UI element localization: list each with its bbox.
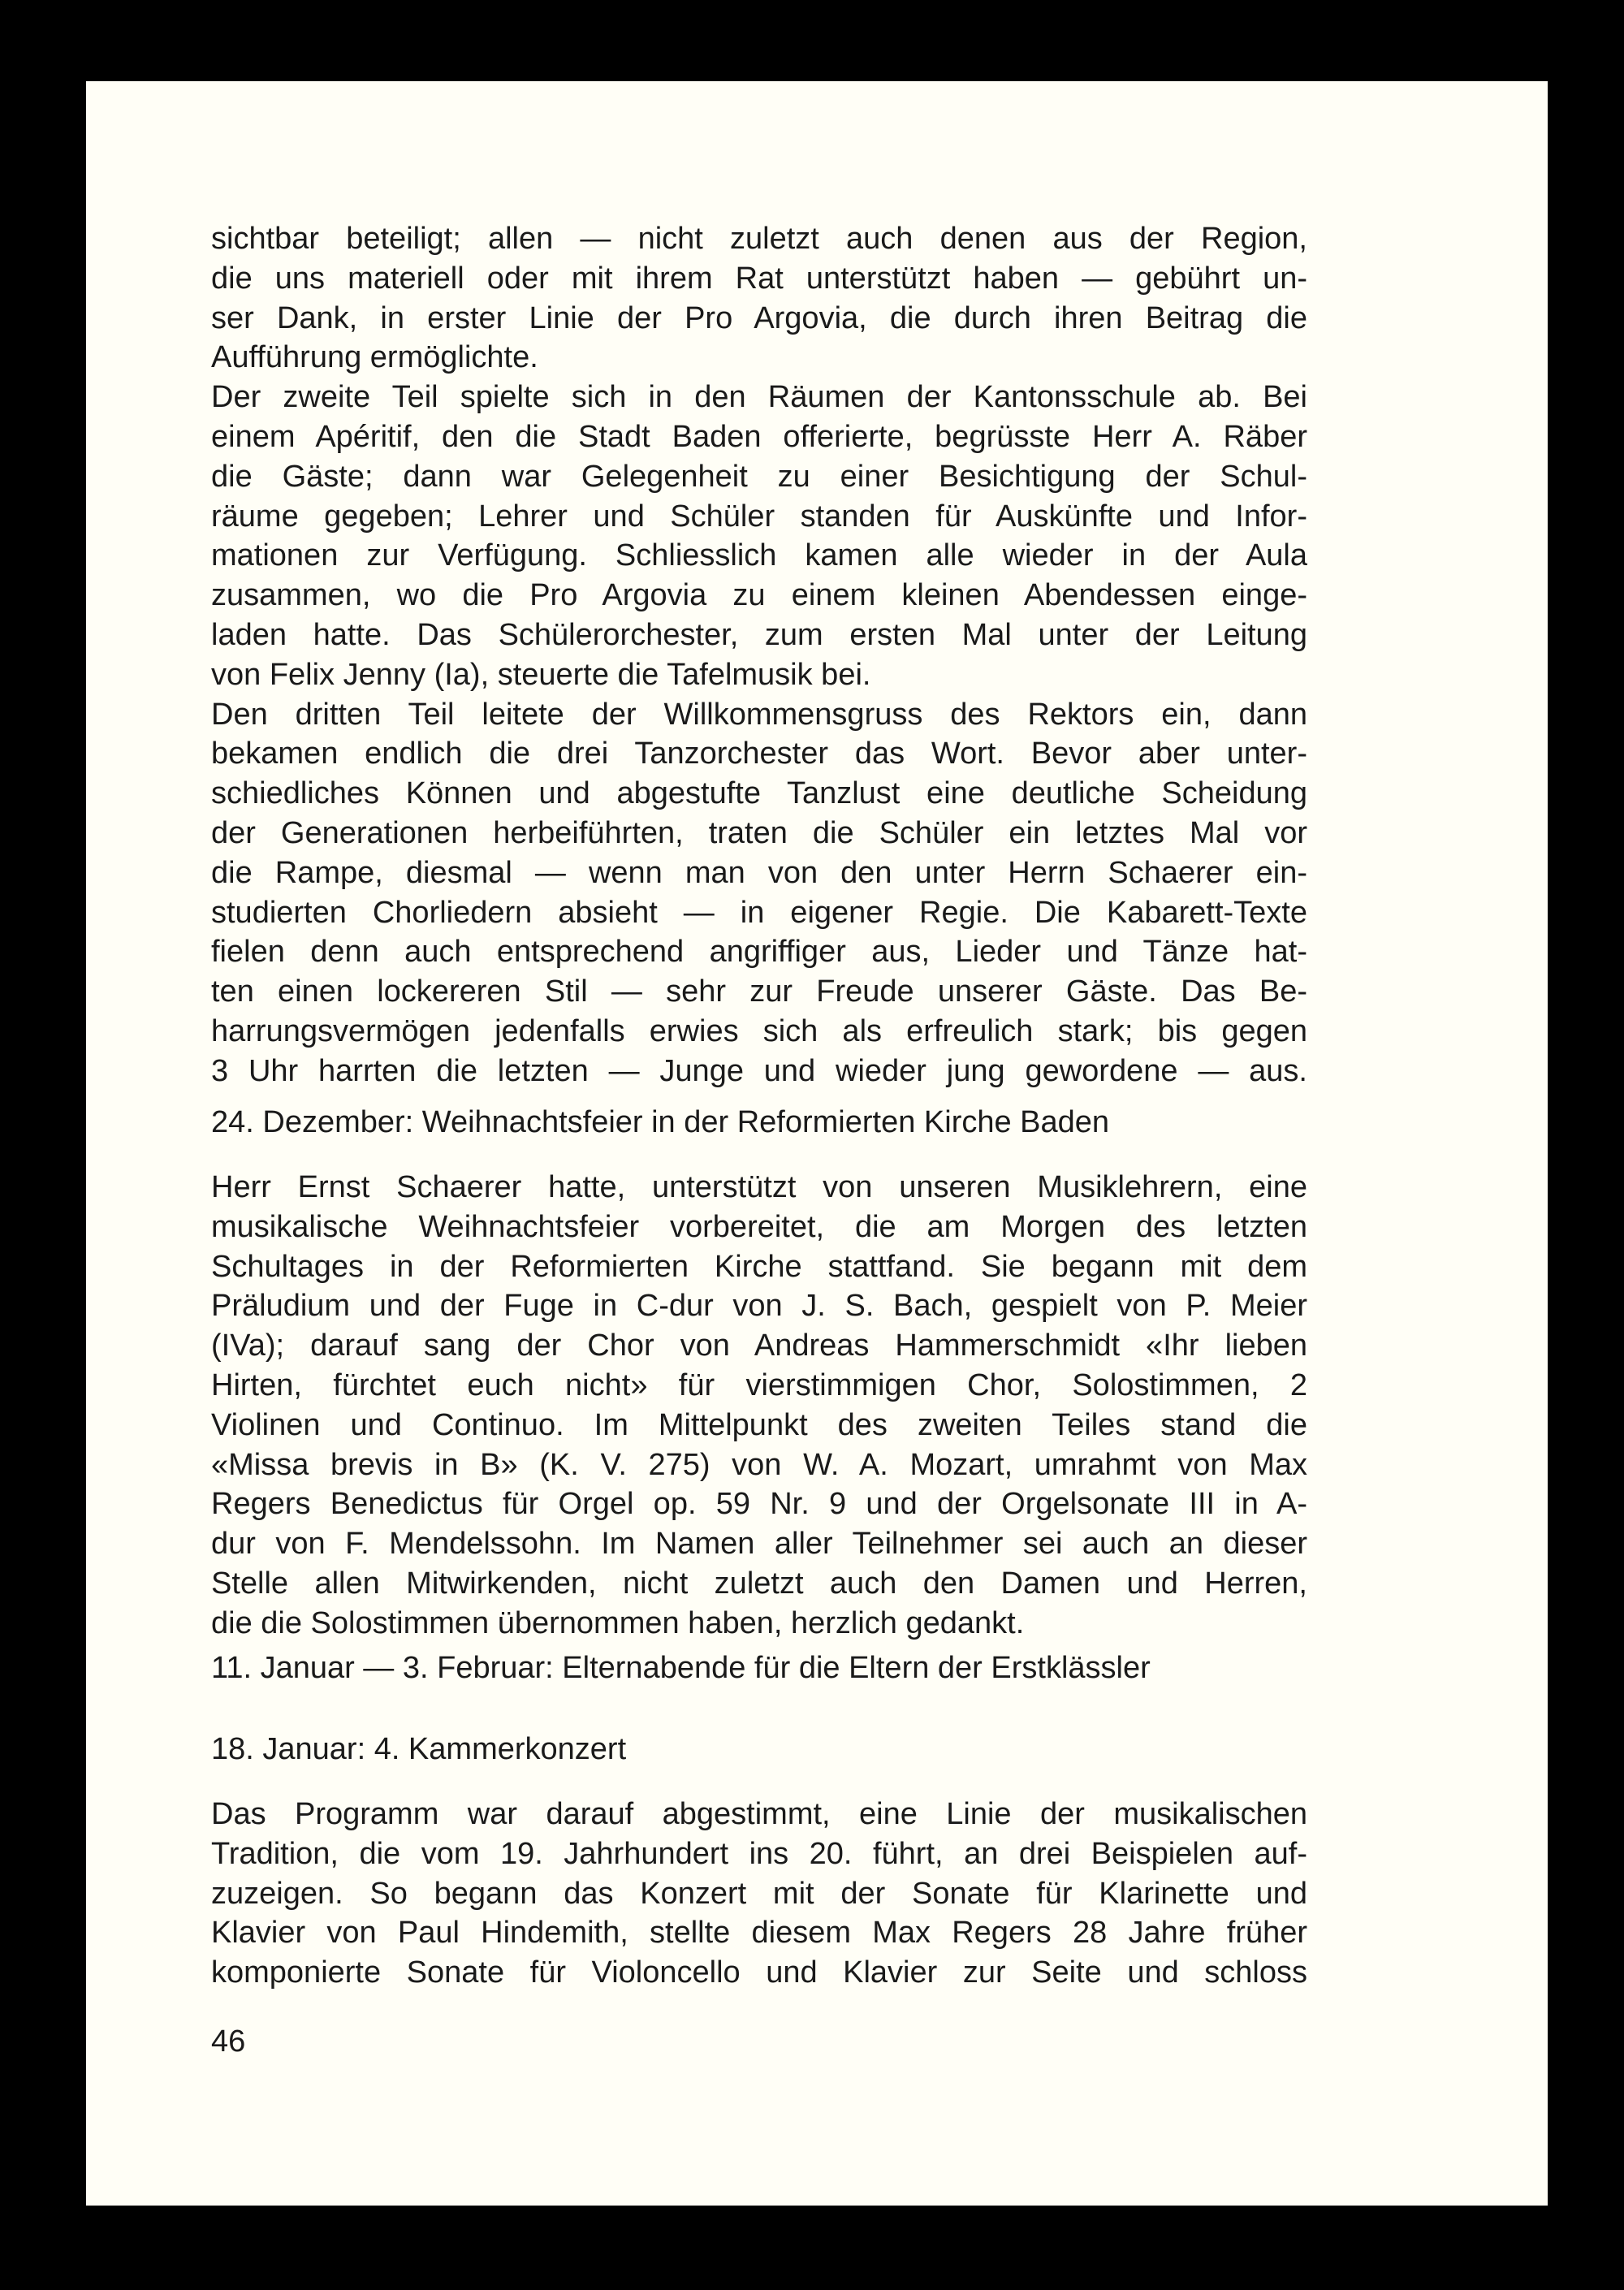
- text-line: harrungsvermögen jedenfalls erwies sich als erfreulich stark; bis gegen: [211, 1013, 1307, 1048]
- text-line: fielen denn auch entsprechend angriffiger aus, Lieder und Tänze hat-: [211, 935, 1307, 970]
- text-line: Klavier von Paul Hindemith, stellte diesem Max Regers 28 Jahre früher: [211, 1916, 1307, 1951]
- text-line: Stelle allen Mitwirkenden, nicht zuletzt auch den Damen und Herren,: [211, 1566, 1307, 1601]
- text-line: 3 Uhr harrten die letzten — Junge und wieder jung gewordene — aus.: [211, 1053, 1307, 1088]
- text-line: Präludium und der Fuge in C-dur von J. S. Bach, gespielt von P. Meier: [211, 1289, 1307, 1324]
- text-line: studierten Chorliedern absieht — in eigener Regie. Die Kabarett-Texte: [211, 895, 1307, 930]
- text-line: Schultages in der Reformierten Kirche stattfand. Sie begann mit dem: [211, 1249, 1307, 1284]
- text-line: bekamen endlich die drei Tanzorchester das Wort. Bevor aber unter-: [211, 737, 1307, 771]
- text-line: die die Solostimmen übernommen haben, herzlich gedankt.: [211, 1605, 1025, 1640]
- text-line: Das Programm war darauf abgestimmt, eine Linie der musikalischen: [211, 1797, 1307, 1831]
- document-page: [86, 81, 1548, 2206]
- section-heading-weihnachtsfeier: 24. Dezember: Weihnachtsfeier in der Reformierten Kirche Baden: [211, 1105, 1110, 1139]
- text-line: sichtbar beteiligt; allen — nicht zuletzt auch denen aus der Region,: [211, 222, 1307, 256]
- page-number: 46: [211, 2024, 246, 2059]
- section-heading-elternabende: 11. Januar — 3. Februar: Elternabende für die Eltern der Erstklässler: [211, 1651, 1151, 1685]
- text-line: Herr Ernst Schaerer hatte, unterstützt von unseren Musiklehrern, eine: [211, 1170, 1307, 1204]
- text-line: «Missa brevis in B» (K. V. 275) von W. A. Mozart, umrahmt von Max: [211, 1447, 1307, 1482]
- text-line: Violinen und Continuo. Im Mittelpunkt des zweiten Teiles stand die: [211, 1407, 1307, 1442]
- paragraph-block-3: [211, 1795, 1307, 1993]
- text-line: Hirten, fürchtet euch nicht» für vierstimmigen Chor, Solostimmen, 2: [211, 1368, 1307, 1402]
- text-line: schiedliches Können und abgestufte Tanzlust eine deutliche Scheidung: [211, 776, 1307, 811]
- text-line: die Rampe, diesmal — wenn man von den unter Herrn Schaerer ein-: [211, 855, 1307, 890]
- text-line: musikalische Weihnachtsfeier vorbereitet, die am Morgen des letzten: [211, 1209, 1307, 1244]
- text-line: von Felix Jenny (Ia), steuerte die Tafelmusik bei.: [211, 657, 871, 692]
- text-line: Aufführung ermöglichte.: [211, 340, 538, 375]
- text-line: zusammen, wo die Pro Argovia zu einem kleinen Abendessen einge-: [211, 578, 1307, 613]
- text-line: einem Apéritif, den die Stadt Baden offerierte, begrüsste Herr A. Räber: [211, 419, 1307, 454]
- text-line: Der zweite Teil spielte sich in den Räumen der Kantonsschule ab. Bei: [211, 380, 1307, 415]
- text-line: mationen zur Verfügung. Schliesslich kamen alle wieder in der Aula: [211, 538, 1307, 573]
- text-line: komponierte Sonate für Violoncello und Klavier zur Seite und schloss: [211, 1955, 1307, 1990]
- text-line: Regers Benedictus für Orgel op. 59 Nr. 9 und der Orgelsonate III in A-: [211, 1487, 1307, 1522]
- text-line: (IVa); darauf sang der Chor von Andreas Hammerschmidt «Ihr lieben: [211, 1329, 1307, 1363]
- text-line: zuzeigen. So begann das Konzert mit der Sonate für Klarinette und: [211, 1876, 1307, 1911]
- text-line: Den dritten Teil leitete der Willkommensgruss des Rektors ein, dann: [211, 697, 1307, 732]
- text-line: ser Dank, in erster Linie der Pro Argovia, die durch ihren Beitrag die: [211, 300, 1307, 335]
- text-line: ten einen lockereren Stil — sehr zur Freude unserer Gäste. Das Be-: [211, 974, 1307, 1009]
- section-heading-kammerkonzert: 18. Januar: 4. Kammerkonzert: [211, 1732, 627, 1766]
- text-line: die Gäste; dann war Gelegenheit zu einer Besichtigung der Schul-: [211, 459, 1307, 494]
- paragraph-block-2: [211, 1168, 1307, 1644]
- text-line: die uns materiell oder mit ihrem Rat unterstützt haben — gebührt un-: [211, 261, 1307, 296]
- text-line: räume gegeben; Lehrer und Schüler standen für Auskünfte und Infor-: [211, 499, 1307, 534]
- paragraph-block-1: [211, 219, 1307, 1091]
- text-line: dur von F. Mendelssohn. Im Namen aller Teilnehmer sei auch an dieser: [211, 1527, 1307, 1562]
- text-line: der Generationen herbeiführten, traten die Schüler ein letztes Mal vor: [211, 815, 1307, 850]
- text-line: Tradition, die vom 19. Jahrhundert ins 20. führt, an drei Beispielen auf-: [211, 1836, 1307, 1871]
- text-line: laden hatte. Das Schülerorchester, zum ersten Mal unter der Leitung: [211, 617, 1307, 652]
